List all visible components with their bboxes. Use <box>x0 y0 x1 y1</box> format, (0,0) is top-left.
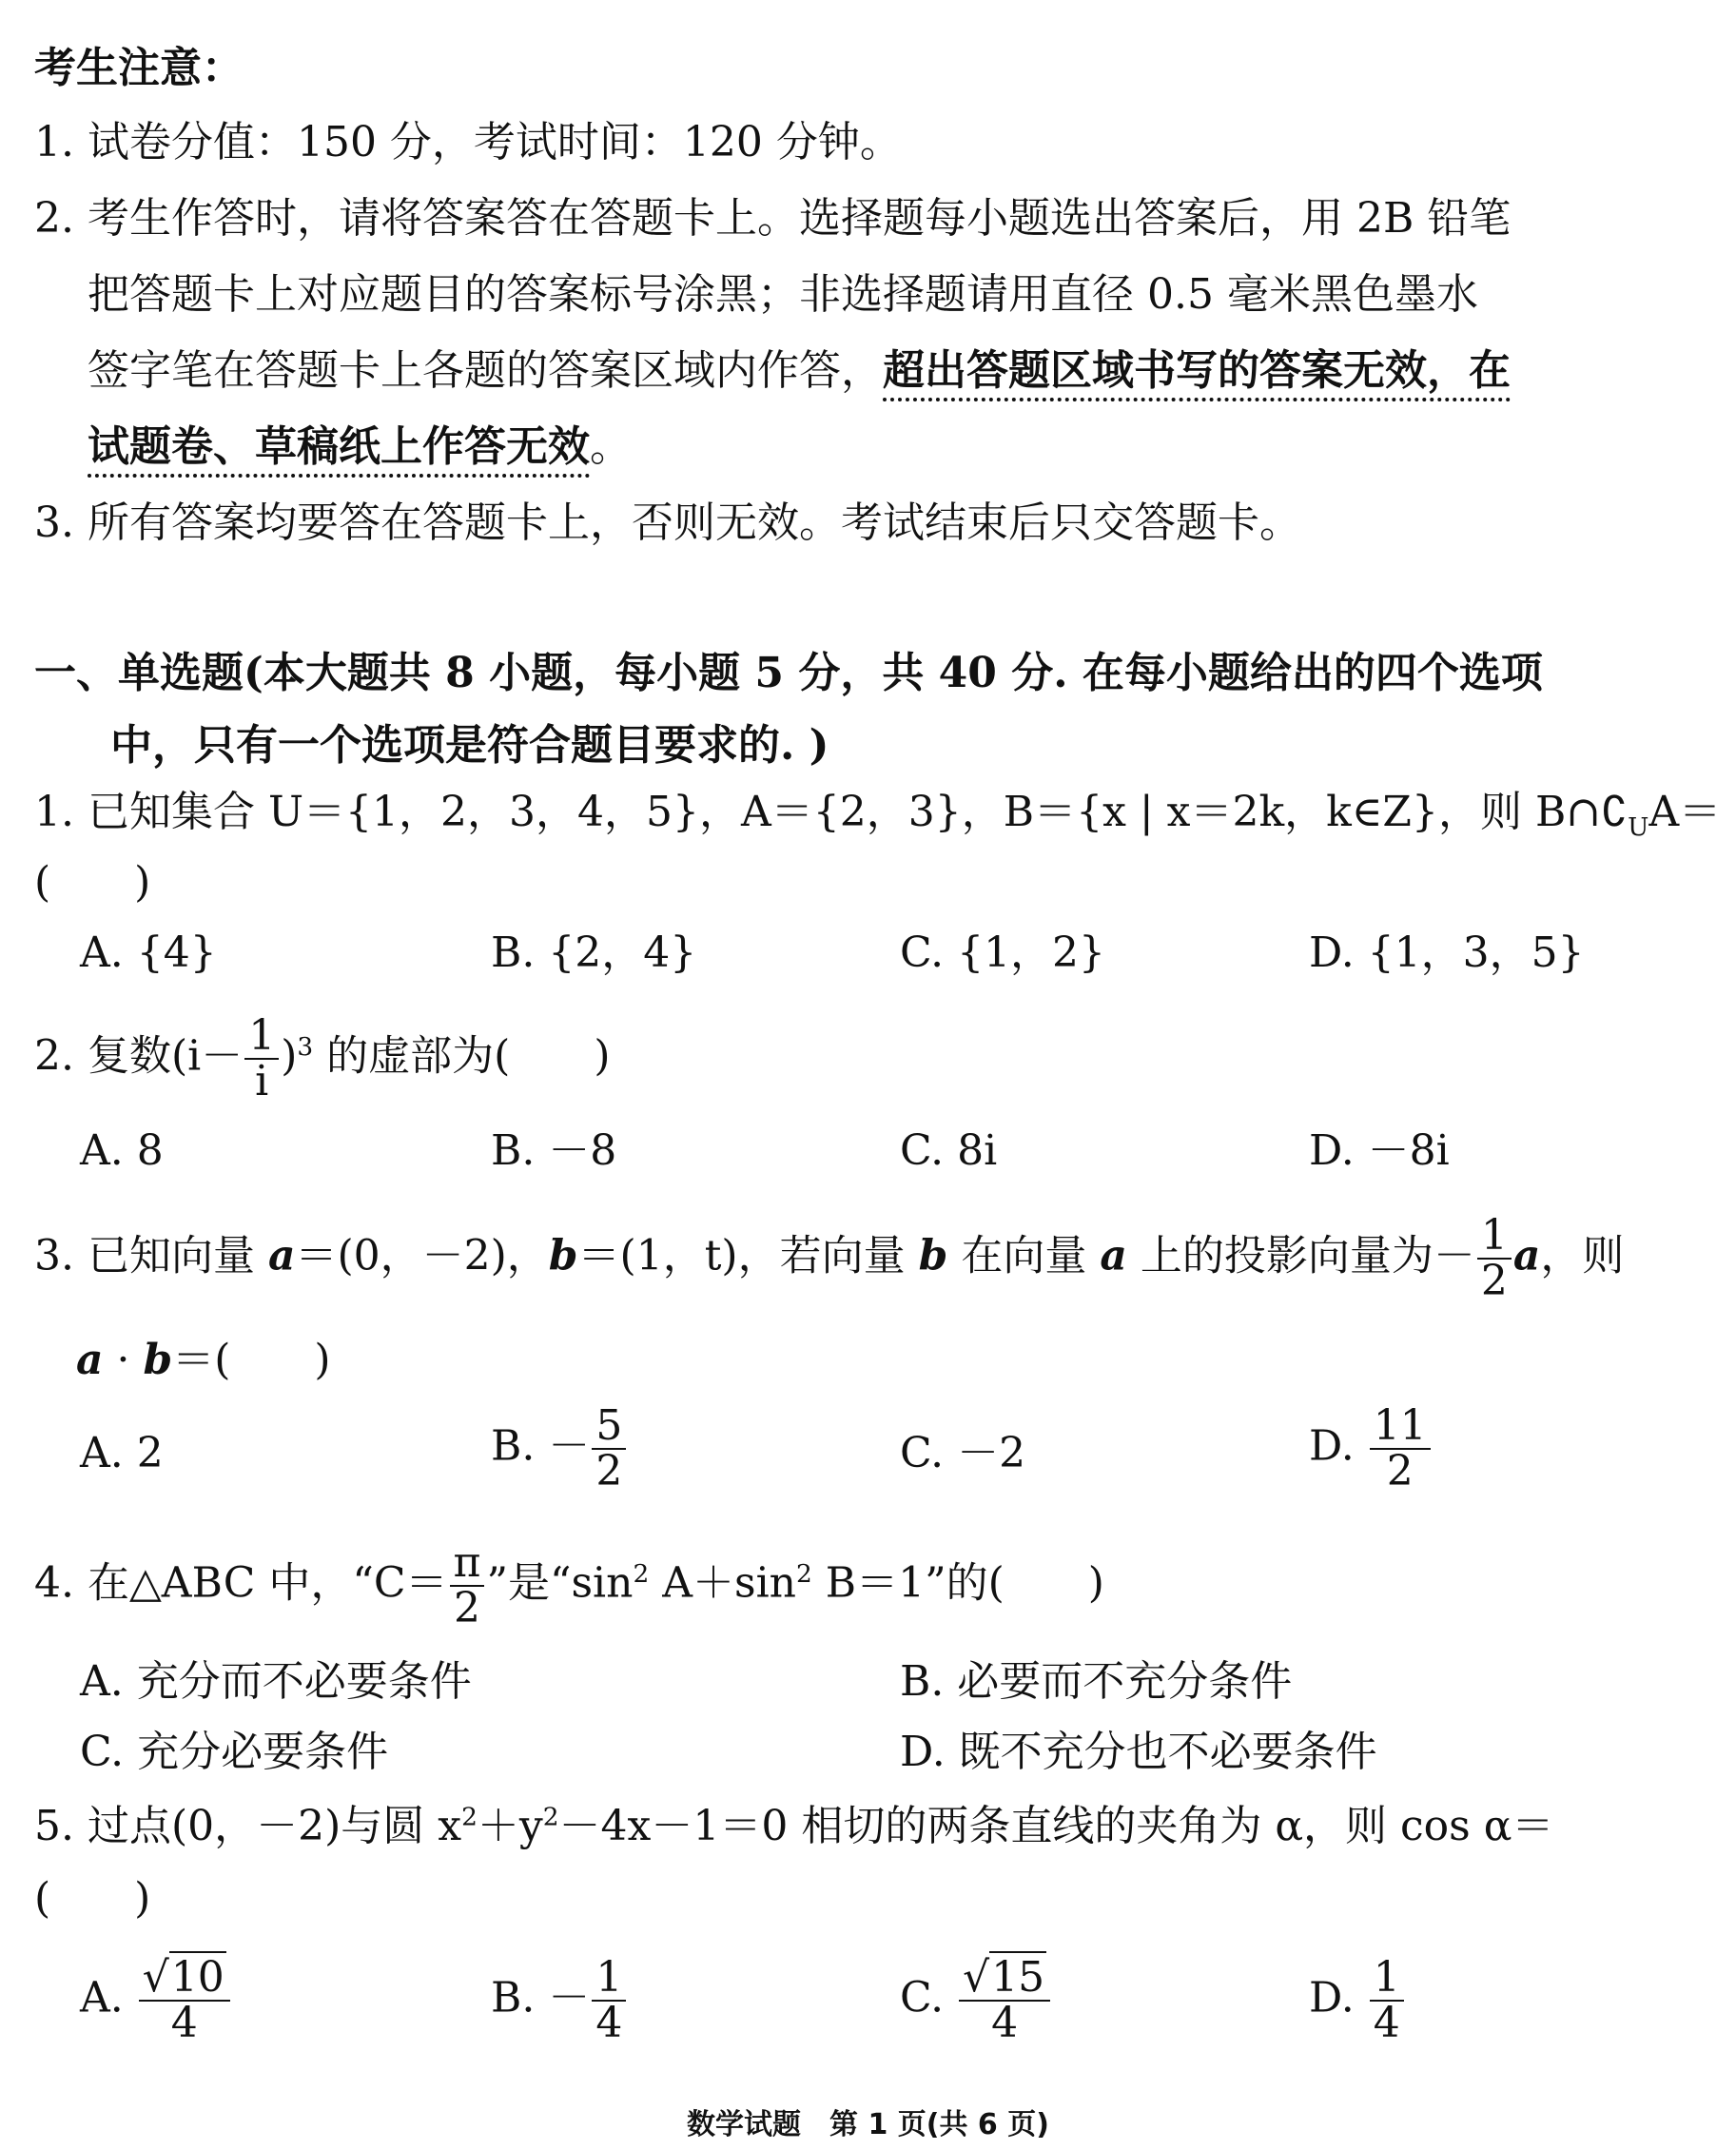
question-5-option-b-num: 1 <box>592 1956 626 2002</box>
question-4-stem-mid: ”是“sin <box>486 1558 634 1608</box>
notice-emphasis-2: 试题卷、草稿纸上作答无效 <box>88 422 590 471</box>
question-2-option-b: B. －8 <box>491 1126 617 1175</box>
question-3-line-2-end: ＝( ) <box>172 1336 331 1384</box>
question-3-option-b-pre: B. － <box>491 1421 591 1471</box>
question-2-stem-close: ) <box>281 1031 298 1081</box>
question-5-option-a-fraction <box>139 1953 230 2048</box>
question-3-text-5: ，则 <box>1540 1231 1625 1280</box>
question-5-option-a-den: 4 <box>170 1999 198 2048</box>
question-5-option-a-pre: A. <box>80 1973 137 2023</box>
question-3-option-d-num: 11 <box>1370 1404 1431 1450</box>
question-3-vector-a: a <box>267 1231 296 1280</box>
question-5-stem-end: －4x－1＝0 相切的两条直线的夹角为 α，则 cos α＝ <box>558 1802 1554 1850</box>
question-1-option-c: C. {1，2} <box>900 928 1106 977</box>
question-4-exponent-1: 2 <box>633 1559 650 1590</box>
question-5-stem-pre: 5. 过点(0，－2)与圆 x <box>34 1802 462 1850</box>
notice-item-3: 3. 所有答案均要答在答题卡上，否则无效。考试结束后只交答题卡。 <box>34 498 1301 547</box>
question-4-stem-mid-2: A＋sin <box>649 1558 797 1608</box>
question-5-option-c-fraction <box>959 1953 1050 2048</box>
question-4-option-a: A. 充分而不必要条件 <box>80 1657 472 1706</box>
section-heading-line-1: 一、单选题(本大题共 8 小题，每小题 5 分，共 40 分. 在每小题给出的四个选项 <box>34 649 1543 697</box>
notice-item-2-line-4 <box>88 420 632 473</box>
question-3-text-4: 上的投影向量为－ <box>1126 1231 1475 1280</box>
question-3-option-b-den: 2 <box>595 1447 623 1496</box>
notice-emphasis-1: 超出答题区域书写的答案无效，在 <box>883 346 1511 395</box>
question-3-text-3: 在向量 <box>947 1231 1101 1280</box>
question-2-fraction <box>244 1011 279 1106</box>
question-5-option-d <box>1309 1953 1406 2048</box>
question-2-fraction-den: i <box>255 1057 269 1106</box>
question-2-stem <box>34 1011 611 1106</box>
question-3-stem-pre: 3. 已知向量 <box>34 1231 268 1280</box>
question-3-option-d <box>1309 1401 1433 1496</box>
question-4-fraction-den: 2 <box>454 1584 480 1633</box>
question-5-option-b-pre: B. － <box>491 1973 591 2023</box>
question-3-vector-a-3: a <box>1512 1231 1541 1280</box>
question-2-fraction-num: 1 <box>244 1014 279 1060</box>
question-1-option-d: D. {1，3，5} <box>1309 928 1585 977</box>
question-1-stem-sub: U <box>1628 811 1649 842</box>
page-footer: 数学试题 第 1 页(共 6 页) <box>687 2108 1049 2141</box>
notice-item-2-line-4-end: 。 <box>590 422 632 471</box>
question-4-fraction <box>450 1538 485 1633</box>
question-5-option-d-fraction <box>1370 1953 1404 2048</box>
question-1-paren: ( ) <box>34 858 151 907</box>
question-5-option-c-den: 4 <box>991 1999 1019 2048</box>
question-5-option-c-root: √ <box>963 1953 990 2002</box>
question-3-option-d-den: 2 <box>1386 1447 1414 1496</box>
question-5-exponent-1: 2 <box>461 1802 478 1832</box>
question-2-option-a: A. 8 <box>80 1126 164 1175</box>
section-heading-line-2: 中，只有一个选项是符合题目要求的. ) <box>110 721 829 770</box>
question-4-stem <box>34 1538 1104 1633</box>
notice-item-2-line-3 <box>88 344 1511 397</box>
question-3-text-1: ＝(0，－2)， <box>295 1231 549 1280</box>
question-5-option-a <box>80 1953 232 2048</box>
question-2-stem-pre: 2. 复数(i－ <box>34 1031 244 1081</box>
question-2-option-d: D. －8i <box>1309 1126 1450 1175</box>
question-5-option-b-den: 4 <box>595 1999 623 2048</box>
question-4-option-d: D. 既不充分也不必要条件 <box>900 1728 1377 1776</box>
question-1-stem <box>34 786 1721 843</box>
question-3-line-2-dot: · <box>103 1336 144 1384</box>
question-5-option-c <box>900 1953 1052 2048</box>
question-5-option-c-radicand: 15 <box>991 1953 1045 2002</box>
question-2-exponent: 3 <box>297 1032 314 1063</box>
question-4-stem-end: B＝1”的( ) <box>811 1558 1104 1608</box>
notice-item-1: 1. 试卷分值：150 分，考试时间：120 分钟。 <box>34 118 902 166</box>
question-4-option-b: B. 必要而不充分条件 <box>900 1657 1293 1706</box>
question-3-vector-b: b <box>548 1231 578 1280</box>
question-3-option-d-fraction <box>1370 1401 1431 1496</box>
notice-heading: 考生注意： <box>34 44 244 92</box>
question-3-line-2 <box>76 1334 331 1386</box>
question-1-option-b: B. {2，4} <box>491 928 697 977</box>
question-3-option-b-fraction <box>592 1401 626 1496</box>
question-5-stem-mid: ＋y <box>477 1802 543 1850</box>
question-3-line-2-b: b <box>143 1336 173 1384</box>
question-2-option-c: C. 8i <box>900 1126 998 1175</box>
question-4-fraction-num: π <box>450 1541 485 1587</box>
question-4-exponent-2: 2 <box>796 1559 812 1590</box>
question-3-fraction-den: 2 <box>1480 1257 1508 1306</box>
question-4-option-c: C. 充分必要条件 <box>80 1728 389 1776</box>
question-3-fraction-num: 1 <box>1477 1214 1512 1260</box>
question-3-option-c: C. －2 <box>900 1429 1026 1477</box>
question-3-option-a: A. 2 <box>80 1429 164 1477</box>
question-1-option-a: A. {4} <box>80 928 217 977</box>
question-1-stem-text: 1. 已知集合 U＝{1，2，3，4，5}，A＝{2，3}，B＝{x | x＝2k，k∈Z}，则 B∩∁ <box>34 788 1629 836</box>
question-3-text-2: ＝(1，t)，若向量 <box>577 1231 919 1280</box>
question-5-option-c-pre: C. <box>900 1973 958 2023</box>
question-5-stem <box>34 1800 1553 1852</box>
question-3-vector-a-2: a <box>1100 1231 1127 1280</box>
question-3-option-d-pre: D. <box>1309 1421 1368 1471</box>
question-4-stem-pre: 4. 在△ABC 中，“C＝ <box>34 1558 448 1608</box>
question-5-option-a-root: √ <box>142 1953 169 2002</box>
question-5-option-b <box>491 1953 628 2048</box>
question-3-fraction <box>1477 1211 1512 1306</box>
notice-item-2-line-2: 把答题卡上对应题目的答案标号涂黑；非选择题请用直径 0.5 毫米黑色墨水 <box>88 270 1478 319</box>
question-1-stem-end: A＝ <box>1648 788 1722 836</box>
question-5-option-d-pre: D. <box>1309 1973 1368 2023</box>
question-5-paren: ( ) <box>34 1874 151 1923</box>
question-5-option-b-fraction <box>592 1953 626 2048</box>
question-3-stem <box>34 1211 1625 1306</box>
question-3-line-2-a: a <box>76 1336 104 1384</box>
notice-item-2-line-3-text: 签字笔在答题卡上各题的答案区域内作答， <box>88 346 883 395</box>
question-3-option-b <box>491 1401 628 1496</box>
question-5-option-c-num <box>959 1953 1050 2002</box>
question-5-option-a-radicand: 10 <box>170 1953 224 2002</box>
question-2-stem-end: 的虚部为( ) <box>313 1031 611 1081</box>
question-5-exponent-2: 2 <box>542 1802 559 1832</box>
question-5-option-d-num: 1 <box>1370 1956 1404 2002</box>
question-5-option-d-den: 4 <box>1373 1999 1400 2048</box>
question-3-vector-b-2: b <box>918 1231 948 1280</box>
question-3-option-b-num: 5 <box>592 1404 626 1450</box>
notice-item-2-line-1: 2. 考生作答时，请将答案答在答题卡上。选择题每小题选出答案后，用 2B 铅笔 <box>34 194 1512 243</box>
question-5-option-a-num <box>139 1953 230 2002</box>
